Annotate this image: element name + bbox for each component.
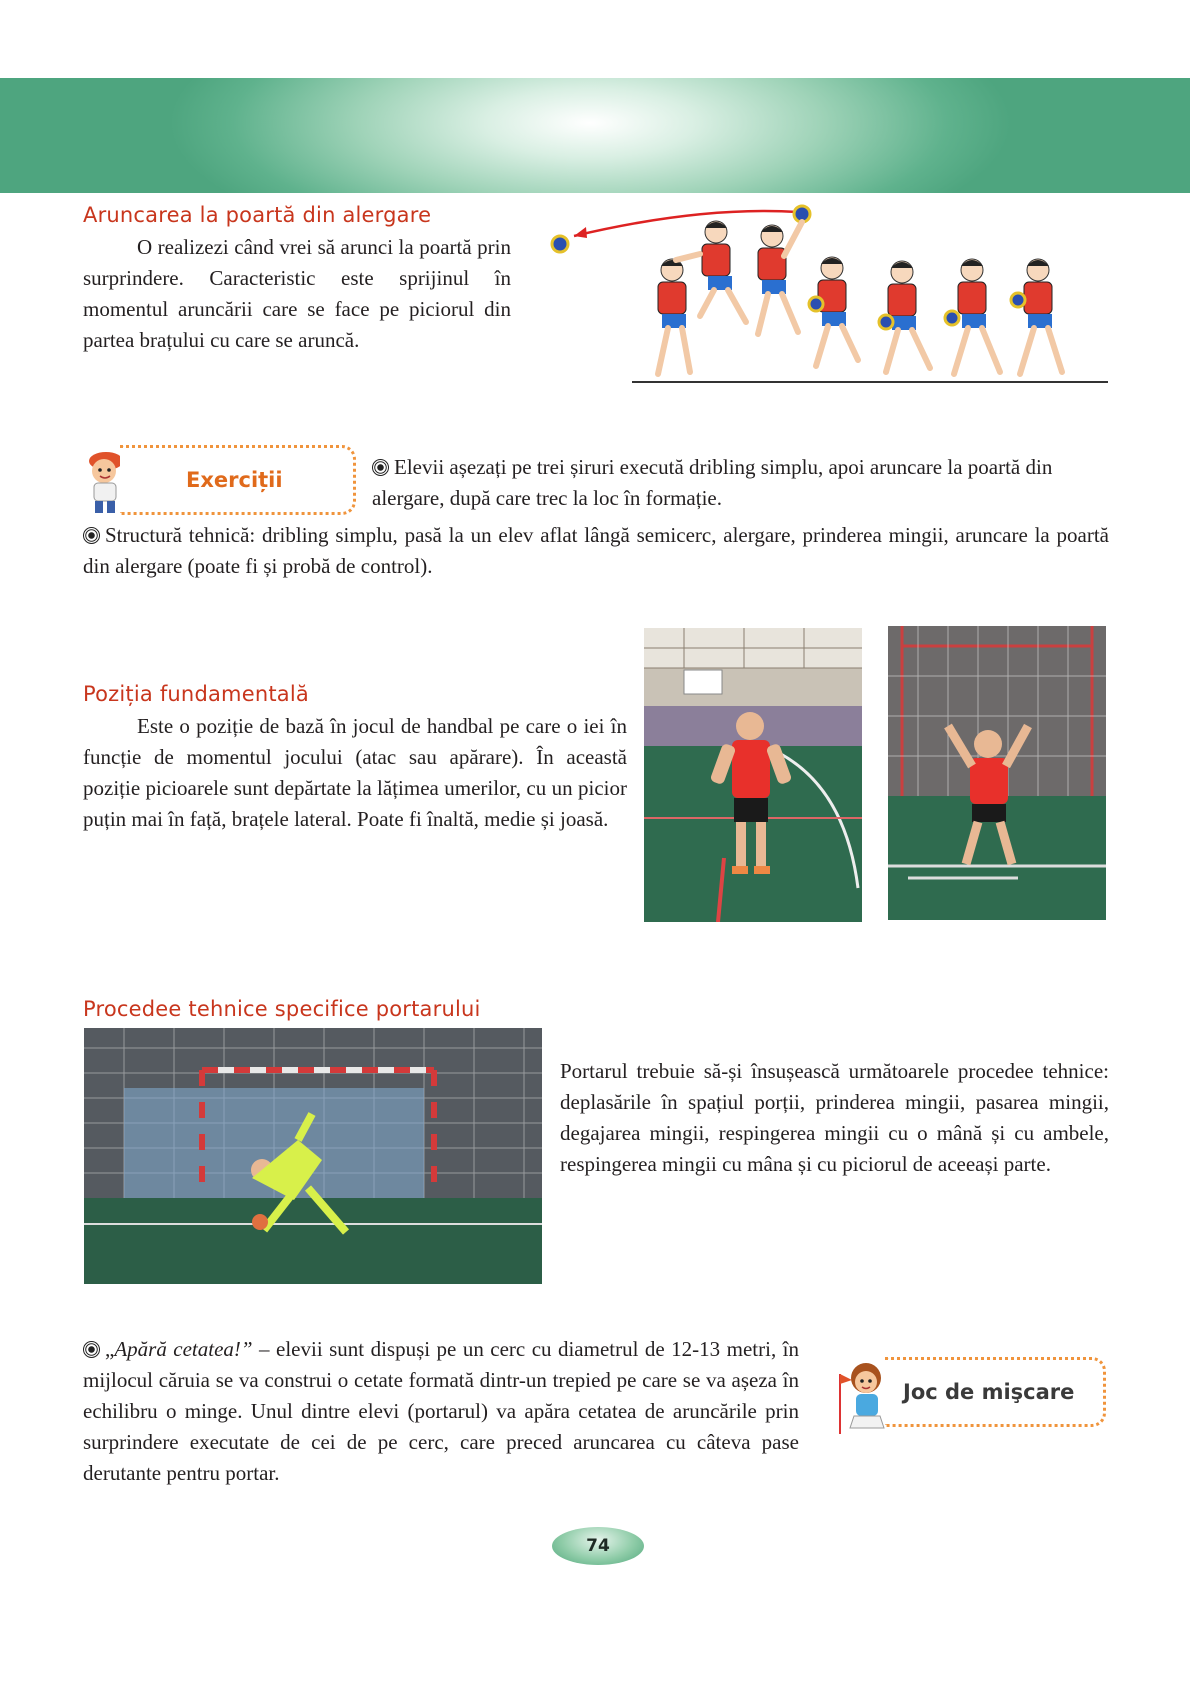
header-banner: [0, 78, 1190, 193]
section-text-goalkeeper: Portarul trebuie să-și însușească următoarele procedee tehnice: deplasările în spațiul porții, prinderea mingii, pasarea mingii, degajarea mingii, respingerea mingii cu o mână și cu ambele, respingerea mingii cu mâna și cu piciorul de aceeași parte.: [560, 1059, 1109, 1176]
photo-goalkeeper-save: [84, 1028, 542, 1284]
game-text: – elevii sunt dispuși pe un cerc cu diametrul de 12-13 metri, în mijlocul căruia se va construi o cetate formată dintr-un trepied pe care se va așeza în echilibru o minge. Unul dintre elevi (portarul) va apăra cetatea de aruncările prin surprindere executate de cei de pe cerc, care preced aruncarea cu câteva pase derutante pentru portar.: [83, 1337, 799, 1485]
exercise-item-1-text: Elevii așezați pe trei șiruri execută dribling simplu, apoi aruncare la poartă din alergare, după care trec la loc în formație.: [372, 455, 1053, 510]
game-label: Joc de mişcare: [903, 1380, 1075, 1404]
exercises-label: Exerciții: [186, 468, 283, 492]
soccer-ball-icon: [372, 459, 389, 476]
photo-player-basic-position: [644, 628, 862, 922]
section-text-throw: O realizezi când vrei să arunci la poartă prin surprindere. Caracteristic este sprijinul în momentul aruncării care se face pe piciorul din partea brațului cu care se aruncă.: [83, 235, 511, 352]
game-description: [83, 1334, 799, 1489]
soccer-ball-icon: [83, 527, 100, 544]
game-title: Apără cetatea!”: [114, 1337, 253, 1361]
section-heading-basic-position: Poziția fundamentală: [83, 682, 309, 706]
section-heading-goalkeeper: Procedee tehnice specifice portarului: [83, 997, 481, 1021]
exercise-item-2-text: Structură tehnică: dribling simplu, pasă la un elev aflat lângă semicerc, alergare, prinderea mingii, aruncare la poartă din alergare (poate fi și probă de control).: [83, 523, 1109, 578]
photo-player-arms-raised: [888, 626, 1106, 920]
page-number: 74: [552, 1527, 644, 1565]
exercise-item-1: [372, 452, 1109, 514]
section-text-basic-position: Este o poziție de bază în jocul de handbal pe care o iei în funcție de momentul jocului (atac sau apărare). În această poziție picioarele sunt depărtate la lățimea umerilor, cu un picior puțin mai în față, brațele lateral. Poate fi înaltă, medie și joasă.: [83, 714, 627, 831]
section-heading-throw: Aruncarea la poartă din alergare: [83, 203, 432, 227]
exercise-item-2: [83, 520, 1109, 582]
soccer-ball-icon: [83, 1341, 100, 1358]
running-throw-illustration: [540, 196, 1110, 386]
game-quote-open: „: [105, 1337, 115, 1361]
